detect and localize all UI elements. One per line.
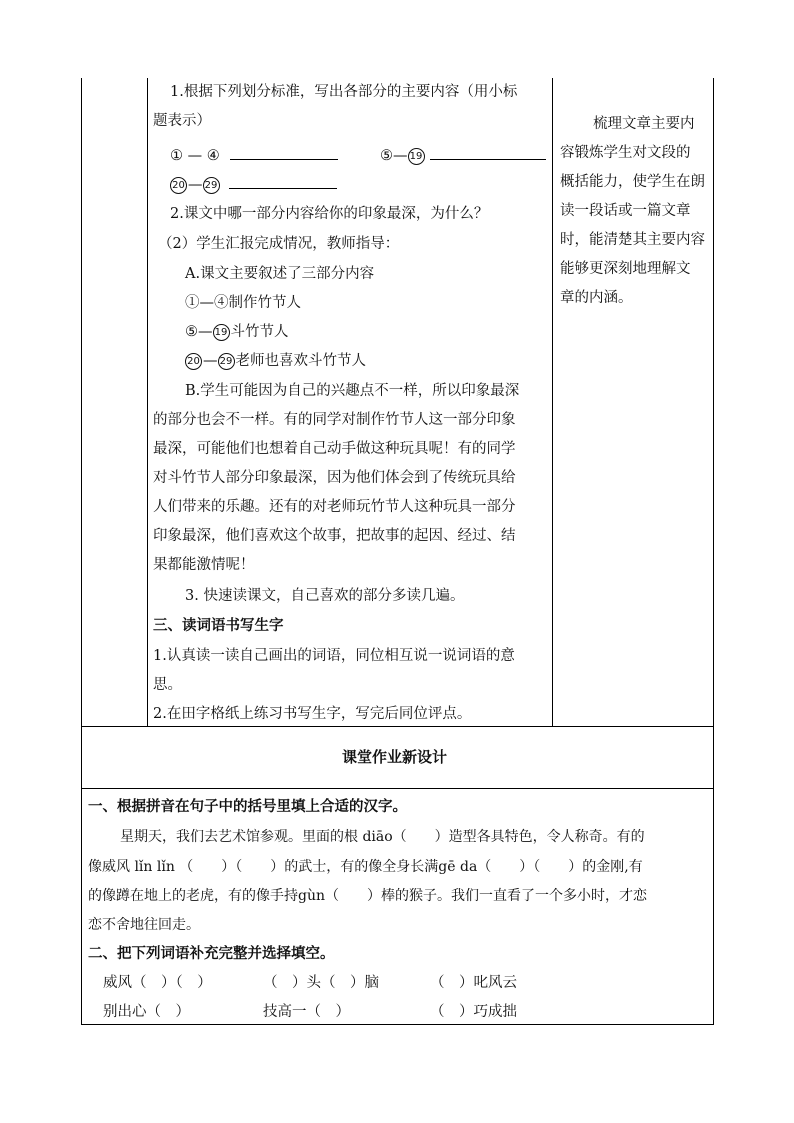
circled-number-19: 19: [213, 324, 230, 341]
answer-b-line: 果都能激情呢！: [153, 557, 255, 573]
part-3-dash: —: [203, 353, 218, 369]
homework-q1-line: 像威风 lǐn lǐn （ ）（ ）的武士，有的像全身长满gē da（ ）（ ）的金刚,有: [88, 859, 643, 875]
answer-b-line: B.学生可能因为自己的兴趣点不一样，所以印象最深: [185, 383, 520, 399]
item-2: 2.在田字格纸上练习书写生字，写完后同位评点。: [153, 706, 472, 722]
word-fill-item: 威风（ ）（ ）: [103, 975, 212, 991]
circled-number-29: 29: [218, 353, 235, 370]
word-fill-item: （ ）巧成拙: [430, 1004, 517, 1020]
word-fill-item: 技高一（ ）: [263, 1004, 350, 1020]
step-2-report: （2）学生汇报完成情况，教师指导：: [158, 236, 400, 252]
answer-b-line: 人们带来的乐趣。还有的对老师玩竹节人这种玩具一部分: [153, 499, 516, 515]
range-1-label: ① — ④: [170, 148, 220, 164]
range-1-blank[interactable]: [230, 145, 338, 160]
homework-title: 课堂作业新设计: [342, 748, 448, 766]
range-row-1: [170, 145, 338, 166]
note-line: 概括能力，使学生在朗: [560, 174, 705, 190]
answer-b-line: 印象最深，他们喜欢这个故事，把故事的起因、经过、结: [153, 528, 516, 544]
circled-number-29: 29: [203, 177, 220, 194]
section-3-heading: 三、读词语书写生字: [153, 618, 284, 634]
word-fill-item: （ ）头（ ）脑: [263, 975, 379, 991]
question-3: 3. 快速读课文，自己喜欢的部分多读几遍。: [185, 588, 465, 604]
range-3-dash: —: [188, 177, 203, 193]
part-2-text: 斗竹节人: [230, 324, 289, 340]
note-line: 读一段话或一篇文章: [560, 203, 691, 219]
note-line: 容锻炼学生对文段的: [560, 145, 691, 161]
homework-q1-line: 恋不舍地往回走。: [88, 917, 200, 933]
answer-a-title: A.课文主要叙述了三部分内容: [185, 266, 375, 282]
question-1-line-2: 题表示）: [153, 113, 211, 129]
answer-b-line: 的部分也会不一样。有的同学对制作竹节人这一部分印象: [153, 412, 516, 428]
item-1-line-1: 1.认真读一读自己画出的词语，同位相互说一说词语的意: [153, 648, 515, 664]
part-3-text: 老师也喜欢斗竹节人: [235, 353, 366, 369]
note-line: 梳理文章主要内: [593, 116, 695, 132]
word-fill-item: 别出心（ ）: [103, 1004, 190, 1020]
homework-q1-title: 一、根据拼音在句子中的括号里填上合适的汉字。: [88, 799, 407, 815]
question-2: 2.课文中哪一部分内容给你的印象最深，为什么？: [170, 206, 489, 222]
item-1-line-2: 思。: [153, 677, 182, 693]
word-fill-item: （ ）叱风云: [430, 975, 517, 991]
range-2-label: ⑤—: [380, 148, 408, 164]
homework-q2-title: 二、把下列词语补充完整并选择填空。: [88, 946, 335, 962]
circled-number-20: 20: [170, 177, 187, 194]
row-divider-top: [81, 726, 714, 727]
table-bottom-border: [81, 1024, 714, 1025]
column-divider-1: [147, 78, 148, 726]
part-2-prefix: ⑤—: [185, 324, 213, 340]
part-2-summary: [185, 322, 289, 342]
range-3-blank[interactable]: [229, 174, 337, 189]
column-divider-2: [552, 78, 553, 726]
table-right-border: [713, 78, 714, 1025]
range-row-3: [170, 174, 337, 195]
part-3-summary: [185, 351, 366, 371]
homework-q1-line: 星期天，我们去艺术馆参观。里面的根 diāo（ ）造型各具特色，令人称奇。有的: [120, 829, 645, 845]
answer-b-line: 对斗竹节人部分印象最深，因为他们体会到了传统玩具给: [153, 470, 516, 486]
range-2-blank[interactable]: [430, 145, 546, 160]
homework-q1-line: 的像蹲在地上的老虎，有的像手持gùn（ ）棒的猴子。我们一直看了一个多小时，才恋: [88, 888, 647, 904]
answer-b-line: 最深，可能他们也想着自己动手做这种玩具呢！有的同学: [153, 441, 516, 457]
note-line: 章的内涵。: [560, 290, 633, 306]
part-1-summary: ①—④制作竹节人: [185, 295, 301, 311]
circled-number-19: 19: [408, 148, 425, 165]
row-divider-title: [81, 788, 714, 789]
range-row-2: [380, 145, 546, 166]
table-left-border: [81, 78, 82, 1025]
circled-number-20: 20: [185, 353, 202, 370]
note-line: 能够更深刻地理解文: [560, 261, 691, 277]
question-1-line-1: 1.根据下列划分标准，写出各部分的主要内容（用小标: [170, 84, 518, 100]
note-line: 时，能清楚其主要内容: [560, 232, 705, 248]
